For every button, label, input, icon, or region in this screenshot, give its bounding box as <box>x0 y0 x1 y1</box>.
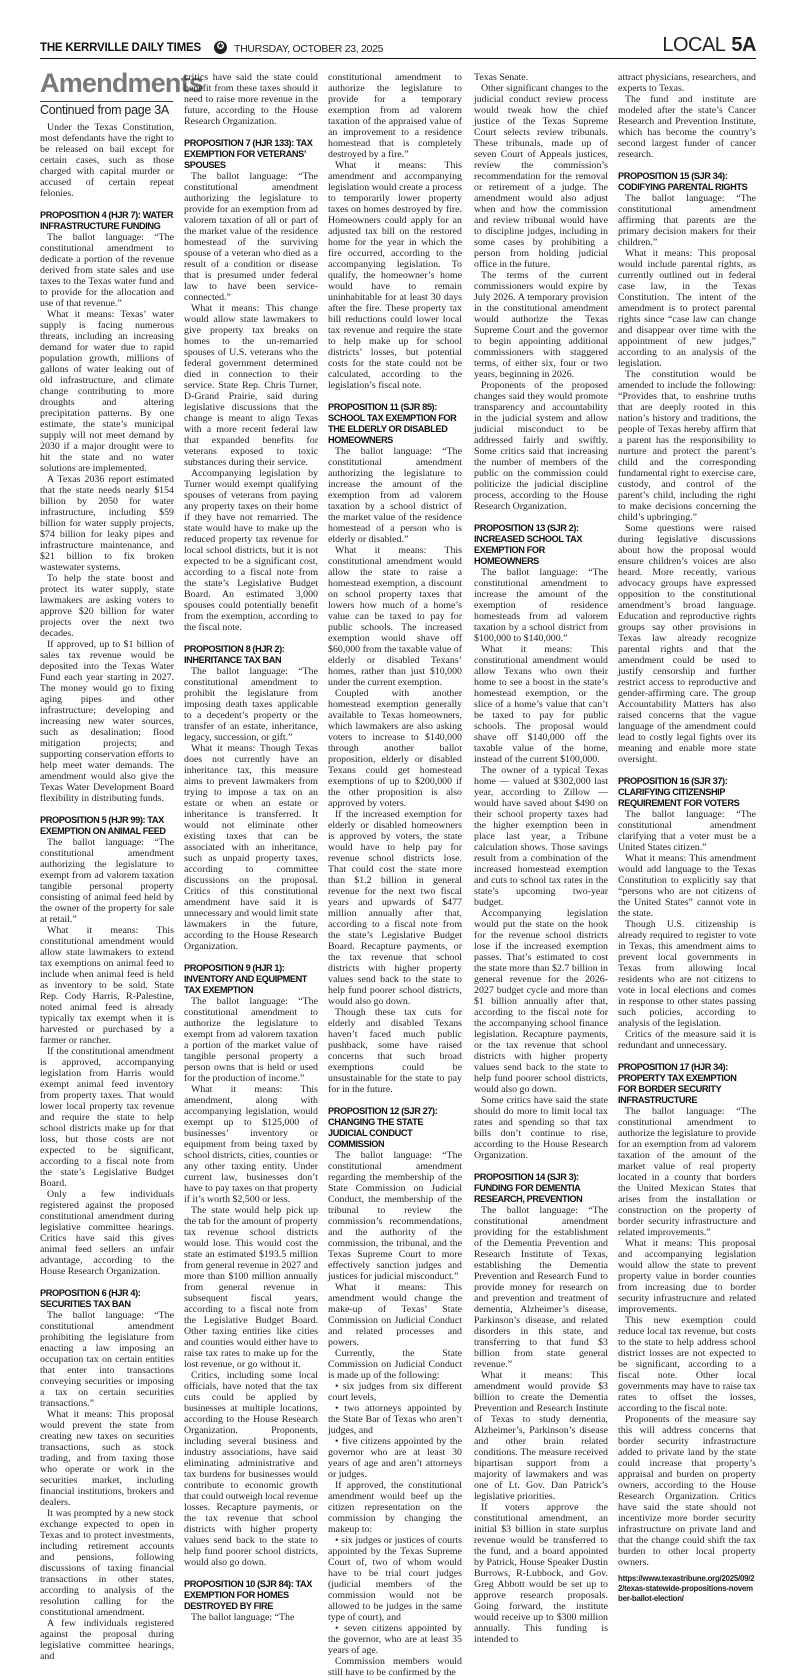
article-paragraph: A few individuals registered against the proposal during legislative committee hearings, and <box>40 1618 174 1662</box>
article-paragraph: Only a few individuals registered against the proposed constitutional amendment during legislative committee hearings. Critics have said this gives animal feed sellers an unfair advantage, according to the House Research Organization. <box>40 1189 174 1277</box>
source-link[interactable]: https://www.texastribune.org/2025/09/22/texas-statewide-propositions-november-ballot-election/ <box>618 1574 755 1603</box>
article-paragraph: The fund and institute are modeled after the state’s Cancer Research and Prevention Institute, which has become the country’s second largest funder of cancer research. <box>618 94 756 160</box>
article-paragraph: If voters approve the constitutional amendment, an initial $3 billion in state surplus revenue would be transferred to the fund, and a board appointed by Patrick, House Speaker Dustin Burrows, R-Lubbock, and Gov. Greg Abbott would be set up to approve research proposals. Going forward, the institute would receive up to $300 million annually. This funding is intended to <box>474 1502 608 1645</box>
section-label <box>662 34 756 57</box>
proposition-heading: PROPOSITION 15 (SJR 34): CODIFYING PARENTAL RIGHTS <box>618 171 748 192</box>
article-paragraph: • six judges or justices of courts appointed by the Texas Supreme Court of, two of whom would have to be trial court judges (judicial members of the commission would not be allowed to be judges in the same type of court), and <box>328 1535 462 1623</box>
article-paragraph: Proponents of the measure say this will address concerns that border security infrastructure added to private land by the state could increase that property’s appraisal and burden on property owners, according to the House Research Organization. Critics have said the state should not incentivize more border security infrastructure on private land and that the change could shift the tax burden to other local property owners. <box>618 1414 756 1568</box>
article-paragraph: The terms of the current commissioners would expire by July 2026. A temporary provision in the constitutional amendment would authorize the Texas Supreme Court and the governor to begin appointing additional commissioners with staggered terms, of either six, four or two years, beginning in 2026. <box>474 270 608 380</box>
proposition-heading: PROPOSITION 13 (SJR 2): INCREASED SCHOOL TAX EXEMPTION FOR HOMEOWNERS <box>474 523 583 566</box>
article-paragraph: • seven citizens appointed by the governor, who are at least 35 years of age. <box>328 1623 462 1656</box>
article-paragraph: What it means: This change would allow state lawmakers to give property tax breaks on homes to the un-remarried spouses of U.S. veterans who the federal government determined died in connection to their service. State Rep. Chris Turner, D-Grand Prairie, said during legislative discussions that the change is meant to align Texas with a more recent federal law that expanded benefits for veterans exposed to toxic substances during their service. <box>184 303 318 468</box>
article-paragraph: The ballot language: “The <box>191 1612 295 1623</box>
article-paragraph: Under the Texas Constitution, most defendants have the right to be released on bail except for certain cases, such as those charged with capital murder or accused of certain repeat felonies. <box>40 122 174 199</box>
article-paragraph: constitutional amendment to authorize the legislature to provide for a temporary exemption from ad valorem taxation of the appraised value of an improvement to a residence homestead that is completely destroyed by a fire.” <box>328 72 462 160</box>
article-paragraph: The ballot language: “The constitutional amendment prohibiting the legislature from enacting a law imposing an occupation tax on certain entities that enter into transactions conveying securities or imposing a tax on certain securities transactions.” <box>40 1310 174 1409</box>
newspaper-name: THE KERRVILLE DAILY TIMES <box>40 42 201 54</box>
article-paragraph: The constitution would be amended to include the following: “Provides that, to enshrine truths that are deeply rooted in this nation’s history and traditions, the people of Texas hereby affirm that a parent has the responsibility to nurture and protect the parent’s child and the corresponding fundamental right to exercise care, custody, and control of the parent’s child, including the right to make decisions concerning the child’s upbringing.” <box>618 369 756 523</box>
article-paragraph: What it means: Texas’ water supply is facing numerous threats, including an increasing demand for water due to rapid population growth, millions of gallons of water leaking out of old infrastructure, and climate change contributing to more droughts and altering precipitation patterns. By one estimate, the state’s municipal supply will not meet demand by 2030 if a major drought were to hit the state and no water solutions are implemented. <box>40 309 174 474</box>
article-paragraph: critics have said the state could benefit from these taxes should it need to raise more revenue in the future, according to the House Research Organization. <box>184 72 318 127</box>
article-paragraph: The ballot language: “The constitutional amendment authorizing the legislature to provide for an exemption from ad valorem taxation of all or part of the market value of the residence homestead of the surviving spouse of a veteran who died as a result of a condition or disease that is presumed under federal law to have been service-connected.” <box>184 171 318 303</box>
issue-date: THURSDAY, OCTOBER 23, 2025 <box>234 43 384 55</box>
section-name: LOCAL <box>662 34 726 56</box>
headline-divider <box>40 101 173 102</box>
article-paragraph: Commission members would still have to be confirmed by the <box>328 1656 462 1678</box>
continued-from-note: Continued from page 3A <box>40 103 169 117</box>
article-paragraph: The owner of a typical Texas home — valued at $302,000 last year, according to Zillow — would have saved about $490 on their school property taxes had the higher exemption been in place last year, a Tribune calculation shows. Those savings result from a combination of the increased homestead exemption and cuts to school tax rates in the state’s upcoming two-year budget. <box>474 765 608 908</box>
proposition-heading: PROPOSITION 5 (HJR 99): TAX EXEMPTION ON ANIMAL FEED <box>40 815 166 836</box>
article-paragraph: Critics, including some local officials, have noted that the tax cuts could be applied by businesses at multiple locations, according to the House Research Organization. Proponents, including several business and industry associations, have said eliminating administrative and tax burdens for businesses would contribute to economic growth that could outweigh local revenue losses. Recapture payments, or the tax revenue that school districts with higher property values send back to the state to help fund poorer school districts, would also go down. <box>184 1370 318 1568</box>
article-paragraph: What it means: This amendment would add language to the Texas Constitution to explicitly say that “persons who are not citizens of the United States” cannot vote in the state. <box>618 853 756 919</box>
article-column-5 <box>618 72 756 1603</box>
article-paragraph: What it means: This constitutional amendment would allow state lawmakers to extend tax exemptions on animal feed to include when animal feed is held as inventory to be sold. State Rep. Cody Harris, R-Palestine, noted animal feed is already typically tax exempt when it is harvested or purchased by a farmer or rancher. <box>40 925 174 1046</box>
article-paragraph: What it means: This proposal and accompanying legislation would allow the state to prevent property value in border counties from increasing due to border security infrastructure and related improvements. <box>618 1238 756 1315</box>
proposition-heading: PROPOSITION 16 (SJR 37): CLARIFYING CITIZENSHIP REQUIREMENT FOR VOTERS <box>618 776 740 808</box>
article-column-1 <box>40 122 174 1662</box>
article-paragraph: Critics of the measure said it is redundant and unnecessary. <box>618 1029 756 1051</box>
article-paragraph: The ballot language: “The constitutional amendment regarding the membership of the State Commission on Judicial Conduct, the membership of the tribunal to review the commission’s recommendations, and the authority of the commission, the tribunal, and the Texas Supreme Court to more effectively sanction judges and justices for judicial misconduct.” <box>328 1150 462 1282</box>
article-paragraph: What it means: This amendment would change the make-up of Texas’ State Commission on Judicial Conduct and related processes and powers. <box>328 1282 462 1348</box>
article-paragraph: What it means: This amendment and accompanying legislation would create a process to temporarily lower property taxes on homes destroyed by fire. Homeowners could apply for an adjusted tax bill on the restored home for the year in which the fire occurred, according to the accompanying legislation. To qualify, the homeowner’s home would have to remain uninhabitable for at least 30 days after the fire. These property tax bill reductions could lower local tax revenue and require the state to help make up for school districts’ losses, but potential costs for the state could not be calculated, according to the legislation’s fiscal note. <box>328 160 462 391</box>
article-paragraph: To help the state boost and protect its water supply, state lawmakers are asking voters to approve $20 billion for water projects over the next two decades. <box>40 573 174 639</box>
article-paragraph: The ballot language: “The constitutional amendment affirming that parents are the primary decision makers for their children.” <box>618 193 756 248</box>
article-paragraph: The ballot language: “The constitutional amendment to authorize the legislature to exempt from ad valorem taxation a portion of the market value of tangible personal property a person owns that is held or used for the production of income.” <box>184 996 318 1084</box>
page-number: 5A <box>731 34 756 56</box>
article-paragraph: Coupled with another homestead exemption generally available to Texas homeowners, which lawmakers are also asking voters to increase to $140,000 through another ballot proposition, elderly or disabled Texans could get homestead exemptions of up to $200,000 if the other proposition is also approved by voters. <box>328 688 462 809</box>
proposition-heading: PROPOSITION 4 (HJR 7): WATER INFRASTRUCTURE FUNDING <box>40 210 174 231</box>
article-paragraph: • two attorneys appointed by the State Bar of Texas who aren’t judges, and <box>328 1403 462 1436</box>
article-paragraph: What it means: This constitutional amendment would allow Texans who own their home to see a boost in the state’s homestead exemption, or the slice of a home’s value that can’t be taxed to pay for public schools. The proposal would shave off $140,000 off the taxable value of the home, instead of the current $100,000. <box>474 644 608 765</box>
article-column-3 <box>328 72 462 1678</box>
article-column-4 <box>474 72 608 1645</box>
article-paragraph: • six judges from six different court levels, <box>328 1381 462 1403</box>
article-paragraph: It was prompted by a new stock exchange expected to open in Texas and to protect investments, including retirement accounts and pensions, following discussions of taxing financial transactions in other states, according to analysis of the resolution calling for the constitutional amendment. <box>40 1508 174 1618</box>
proposition-heading: PROPOSITION 10 (SJR 84): TAX EXEMPTION FOR HOMES DESTROYED BY FIRE <box>184 1579 313 1611</box>
article-paragraph: If the constitutional amendment is approved, accompanying legislation from Harris would exempt animal feed inventory from property taxes. That would lower local property tax revenue and require the state to help school districts make up for that loss, but those costs are not expected to be significant, according to a fiscal note from the state’s Legislative Budget Board. <box>40 1046 174 1189</box>
article-paragraph: Other significant changes to the judicial conduct review process would tweak how the chief justice of the Texas Supreme Court selects review tribunals. These tribunals, made up of seven Court of Appeals justices, review the commission’s recommendation for the removal or retirement of a judge. The amendment would also adjust when and how the commission and review tribunal would have to discipline judges, including in some cases by prohibiting a person from holding judicial office in the future. <box>474 83 608 270</box>
article-paragraph: The ballot language: “The constitutional amendment to dedicate a portion of the revenue derived from state sales and use taxes to the Texas water fund and to provide for the allocation and use of that revenue.” <box>40 232 174 309</box>
article-paragraph: The ballot language: “The constitutional amendment to increase the amount of the exemption of residence homesteads from ad valorem taxation by a school district from $100,000 to $140,000.” <box>474 567 608 644</box>
article-paragraph: The ballot language: “The constitutional amendment authorizing the legislature to increase the amount of the exemption from ad valorem taxation by a school district of the market value of the residence homestead of a person who is elderly or disabled.” <box>328 446 462 545</box>
star-icon: ✪ <box>214 41 227 54</box>
article-paragraph: • five citizens appointed by the governor who are at least 30 years of age and aren’t attorneys or judges. <box>328 1436 462 1480</box>
article-paragraph: What it means: This proposal would prevent the state from creating new taxes on securities transactions, such as stock trading, and from taxing those who operate or work in the securities market, including financial institutions, brokers and dealers. <box>40 1409 174 1508</box>
article-paragraph: Some critics have said the state should do more to limit local tax rates and spending so that tax bills don’t continue to rise, according to the House Research Organization. <box>474 1095 608 1161</box>
article-paragraph: Some questions were raised during legislative discussions about how the proposal would ensure children’s voices are also heard. More recently, various advocacy groups have expressed opposition to the constitutional amendment’s broad language. Education and reproductive rights groups say other provisions in Texas law already recognize parental rights and that the amendment could be used to justify censorship and further restrict access to reproductive and gender-affirming care. The group Accountability Matters has also raised concerns that the vague language of the amendment could lead to costly legal fights over its meaning and enable more state oversight. <box>618 523 756 765</box>
article-paragraph: Accompanying legislation would put the state on the hook for the revenue school districts lose if the increased exemption passes. That’s estimated to cost the state more than $2.7 billion in general revenue for the 2026-2027 budget cycle and more than $1 billion annually after that, according to the fiscal note for the accompanying school finance legislation. Recapture payments, or the tax revenue that school districts with higher property values send back to the state to help fund poorer school districts, would also go down. <box>474 908 608 1095</box>
article-paragraph: What it means: This constitutional amendment would allow the state to raise a homestead exemption, a discount on school property taxes that lowers how much of a home’s value can be taxed to pay for public schools. The increased exemption would shave off $60,000 from the taxable value of elderly or disabled Texans’ homes, rather than just $10,000 under the current exemption. <box>328 545 462 688</box>
article-paragraph: The ballot language: “The constitutional amendment to prohibit the legislature from imposing death taxes applicable to a decedent’s property or the transfer of an estate, inheritance, legacy, succession, or gift.” <box>184 666 318 743</box>
article-paragraph: The state would help pick up the tab for the amount of property tax revenue school districts would lose. This would cost the state an estimated $193.5 million from general revenue in 2027 and more than $100 million annually from general revenue in subsequent fiscal years, according to a fiscal note from the Legislative Budget Board. Other taxing entities like cities and counties would either have to raise tax rates to make up for the lost revenue, or go without it. <box>184 1205 318 1370</box>
article-paragraph: Currently, the State Commission on Judicial Conduct is made up of the following: <box>328 1348 462 1381</box>
proposition-heading: PROPOSITION 6 (HJR 4): SECURITIES TAX BAN <box>40 1288 141 1309</box>
article-paragraph: Accompanying legislation by Turner would exempt qualifying spouses of veterans from paying any property taxes on their home if they have not remarried. The state would have to make up the reduced property tax revenue for local school districts, but it is not expected to be a significant cost, according to a fiscal note from the state’s Legislative Budget Board. An estimated 3,000 spouses could potentially benefit from the exemption, according to the fiscal note. <box>184 468 318 633</box>
proposition-heading: PROPOSITION 12 (SJR 27): CHANGING THE STATE JUDICIAL CONDUCT COMMISSION <box>328 1106 438 1149</box>
article-paragraph: If approved, up to $1 billion of sales tax revenue would be deposited into the Texas Water Fund each year starting in 2027. The money would go to fixing aging pipes and other infrastructure; developing and increasing new water sources, such as desalination; flood mitigation projects; and supporting conservation efforts to help meet water demands. The amendment would also give the Texas Water Development Board flexibility in distributing funds. <box>40 639 174 804</box>
masthead <box>40 34 756 59</box>
article-paragraph: Proponents of the proposed changes said they would promote transparency and accountability in the judicial system and allow judicial misconduct to be addressed fairly and swiftly. Some critics said that increasing the number of members of the public on the commission could politicize the judicial discipline process, according to the House Research Organization. <box>474 380 608 512</box>
proposition-heading: PROPOSITION 14 (SJR 3): FUNDING FOR DEMENTIA RESEARCH, PREVENTION <box>474 1172 583 1204</box>
article-paragraph: Though these tax cuts for elderly and disabled Texans haven’t faced much public pushback, some have raised concerns that such broad exemptions could be unsustainable for the state to pay for in the future. <box>328 1007 462 1095</box>
article-column-2 <box>184 72 318 1623</box>
article-paragraph: This new exemption could reduce local tax revenue, but costs to the state to help address school district losses are not expected to be significant, according to a fiscal note. Other local governments may have to raise tax rates to offset the losses, according to the fiscal note. <box>618 1315 756 1414</box>
article-paragraph: What it means: Though Texas does not currently have an inheritance tax, this measure aims to prevent lawmakers from trying to impose a tax on an estate or when an estate or inheritance is transferred. It would not eliminate other existing taxes that can be associated with an inheritance, such as unpaid property taxes, according to committee discussions on the proposal. Critics of this constitutional amendment have said it is unnecessary and would limit state lawmakers in the future, according to the House Research Organization. <box>184 743 318 952</box>
article-headline: Amendments <box>40 68 204 98</box>
proposition-heading: PROPOSITION 8 (HJR 2): INHERITANCE TAX BAN <box>184 644 285 665</box>
article-paragraph: The ballot language: “The constitutional amendment authorizing the legislature to exempt from ad valorem taxation tangible personal property consisting of animal feed held by the owner of the property for sale at retail.” <box>40 837 174 925</box>
article-paragraph: attract physicians, researchers, and experts to Texas. <box>618 72 756 94</box>
proposition-heading: PROPOSITION 7 (HJR 133): TAX EXEMPTION FOR VETERANS’ SPOUSES <box>184 138 313 170</box>
article-paragraph: If approved, the constitutional amendment would beef up the citizen representation on the commission by changing the makeup to: <box>328 1480 462 1535</box>
article-paragraph: The ballot language: “The constitutional amendment to authorize the legislature to provide for an exemption from ad valorem taxation of the amount of the market value of real property located in a county that borders the United Mexican States that arises from the installation or construction on the property of border security infrastructure and related improvements.” <box>618 1106 756 1238</box>
article-paragraph: A Texas 2036 report estimated that the state needs nearly $154 billion by 2050 for water infrastructure, including $59 billion for water supply projects, $74 billion for leaky pipes and infrastructure maintenance, and $21 billion to fix broken wastewater systems. <box>40 474 174 573</box>
proposition-heading: PROPOSITION 9 (HJR 1): INVENTORY AND EQUIPMENT TAX EXEMPTION <box>184 963 308 995</box>
article-paragraph: Texas Senate. <box>474 72 529 83</box>
article-paragraph: What it means: This proposal would include parental rights, as currently outlined out in federal case law, in the Texas Constitution. The intent of the amendment is to protect parental rights since “case law can change and disappear over time with the appointment of new judges,” according to an analysis of the legislation. <box>618 248 756 369</box>
article-paragraph: If the increased exemption for elderly or disabled homeowners is approved by voters, the state would have to help pay for revenue school districts lose. That could cost the state more than $1.2 billion in general revenue for the next two fiscal years and upwards of $477 million annually after that, according to a fiscal note from the state’s Legislative Budget Board. Recapture payments, or the tax revenue that school districts with higher property values send back to the state to help fund poorer school districts, would also go down. <box>328 809 462 1007</box>
proposition-heading: PROPOSITION 11 (SJR 85): SCHOOL TAX EXEMPTION FOR THE ELDERLY OR DISABLED HOMEOWNERS <box>328 402 457 445</box>
article-paragraph: Though U.S. citizenship is already required to register to vote in Texas, this amendment aims to prevent local governments in Texas from allowing local residents who are not citizens to vote in local elections and comes in response to other states passing such policies, according to analysis of the legislation. <box>618 919 756 1029</box>
article-paragraph: The ballot language: “The constitutional amendment clarifying that a voter must be a United States citizen.” <box>618 809 756 853</box>
article-paragraph: The ballot language: “The constitutional amendment providing for the establishment of the Dementia Prevention and Research Institute of Texas, establishing the Dementia Prevention and Research Fund to provide money for research on and prevention and treatment of dementia, Alzheimer’s disease, Parkinson’s disease, and related disorders in this state, and transferring to that fund $3 billion from state general revenue.” <box>474 1205 608 1370</box>
article-paragraph: What it means: This amendment, along with accompanying legislation, would exempt up to $125,000 of businesses’ inventory or equipment from being taxed by school districts, cities, counties or any other taxing entity. Under current law, businesses don’t have to pay taxes on that property if it’s worth $2,500 or less. <box>184 1084 318 1205</box>
proposition-heading: PROPOSITION 17 (HJR 34): PROPERTY TAX EXEMPTION FOR BORDER SECURITY INFRASTRUCTURE <box>618 1062 737 1105</box>
article-paragraph: What it means: This amendment would provide $3 billion to create the Dementia Prevention and Research Institute of Texas to study dementia, Alzheimer’s, Parkinson’s disease and other brain related conditions. The measure received bipartisan support from a majority of lawmakers and was one of Lt. Gov. Dan Patrick’s legislative priorities. <box>474 1370 608 1502</box>
